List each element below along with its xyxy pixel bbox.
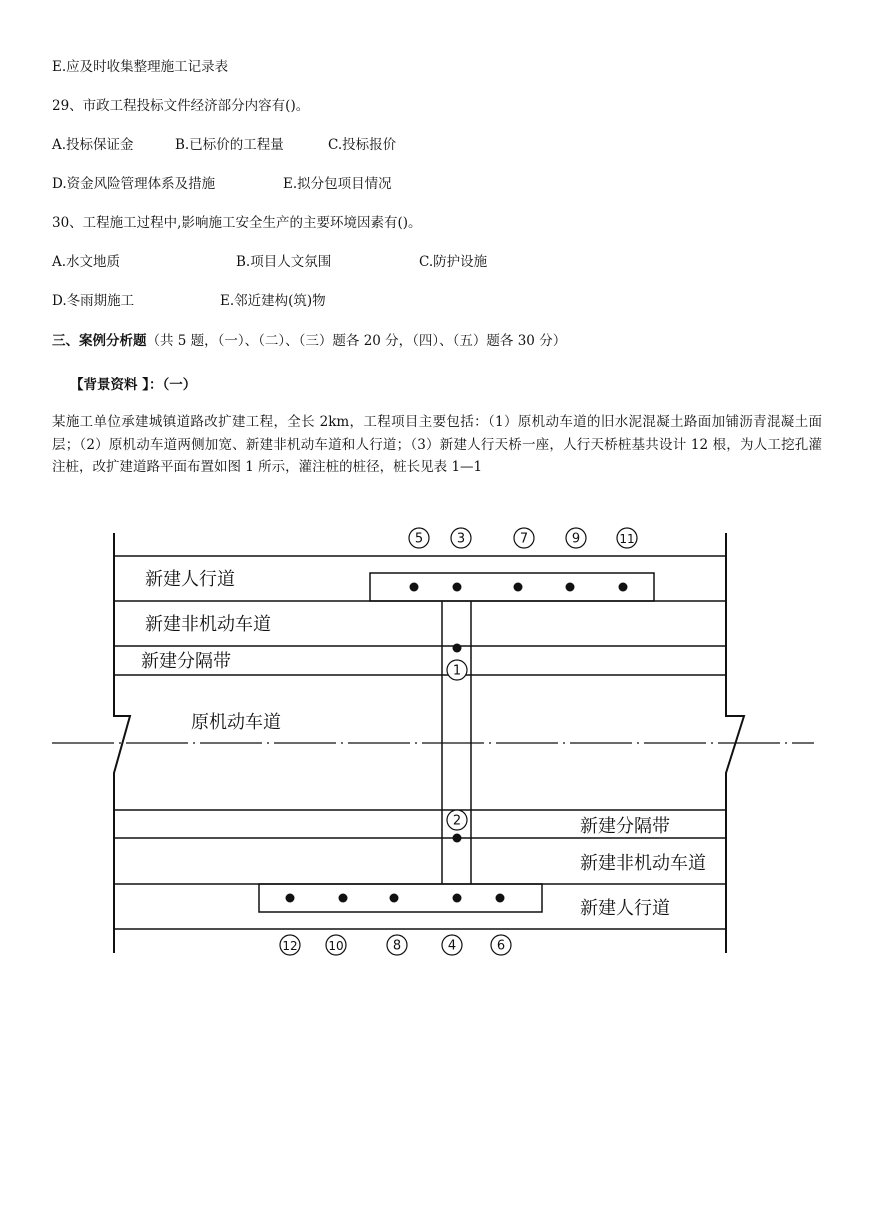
pile-dot-4 (453, 894, 462, 903)
section-title: 三、案例分析题 (52, 333, 147, 349)
question-30: 30、工程施工过程中,影响施工安全生产的主要环境因素有()。 (52, 215, 422, 231)
label-bottom-median: 新建分隔带 (580, 816, 670, 837)
pile-dot-7 (514, 583, 523, 592)
pile-label-10: 10 (328, 939, 344, 953)
option-30-d: D.冬雨期施工 (52, 293, 135, 309)
pile-label-4: 4 (447, 938, 457, 954)
option-30-c: C.防护设施 (419, 254, 488, 270)
pile-label-5: 5 (414, 531, 424, 547)
pile-label-1: 1 (452, 663, 462, 679)
background-heading: 【背景资料 】：（一） (70, 377, 197, 393)
pile-dot-3 (453, 583, 462, 592)
pile-label-7: 7 (519, 531, 529, 547)
pile-dot-9 (566, 583, 575, 592)
pile-dot-1 (453, 644, 462, 653)
pile-label-8: 8 (392, 938, 402, 954)
pile-dot-5 (410, 583, 419, 592)
pile-number-circles (280, 528, 637, 955)
option-28-e: E.应及时收集整理施工记录表 (52, 59, 229, 75)
option-29-c: C.投标报价 (328, 137, 397, 153)
pile-dot-2 (453, 834, 462, 843)
label-top-nonmotor: 新建非机动车道 (145, 614, 271, 635)
pile-dot-10 (339, 894, 348, 903)
option-29-d: D.资金风险管理体系及措施 (52, 176, 216, 192)
label-bottom-sidewalk: 新建人行道 (580, 898, 670, 919)
pile-dot-8 (390, 894, 399, 903)
background-paragraph: 某施工单位承建城镇道路改扩建工程，全长 2km，工程项目主要包括：（1）原机动车道的旧水泥混凝土路面加铺沥青混凝土面层；（2）原机动车道两侧加宽、新建非机动车道和人行道；（3）新建人行天桥一座，人行天桥桩基共设计 12 根，为人工挖孔灌注桩，改扩建道路平面布置如图 1 所示，灌注桩的桩径，桩长见表 1—1 (52, 414, 822, 475)
pile-label-11: 11 (619, 532, 635, 546)
pile-dot-6 (496, 894, 505, 903)
label-bottom-nonmotor: 新建非机动车道 (580, 853, 706, 874)
option-30-e: E.邻近建构(筑)物 (220, 293, 326, 309)
pile-dot-12 (286, 894, 295, 903)
option-29-b: B.已标价的工程量 (175, 137, 284, 153)
option-30-a: A.水文地质 (52, 254, 121, 270)
option-29-e: E.拟分包项目情况 (283, 176, 392, 192)
section-note: （共 5 题，（一）、（二）、（三）题各 20 分，（四）、（五）题各 30 分） (146, 333, 567, 349)
option-30-b: B.项目人文氛围 (236, 254, 332, 270)
option-29-a: A.投标保证金 (52, 137, 134, 153)
pile-label-3: 3 (456, 531, 466, 547)
pile-label-12: 12 (282, 939, 298, 953)
pile-label-2: 2 (452, 813, 462, 829)
question-29: 29、市政工程投标文件经济部分内容有()。 (52, 98, 310, 114)
pile-label-6: 6 (496, 938, 506, 954)
label-top-sidewalk: 新建人行道 (145, 569, 235, 590)
pile-dot-11 (619, 583, 628, 592)
label-original-lane: 原机动车道 (191, 712, 281, 733)
label-top-median: 新建分隔带 (141, 651, 231, 672)
pile-label-9: 9 (571, 531, 581, 547)
